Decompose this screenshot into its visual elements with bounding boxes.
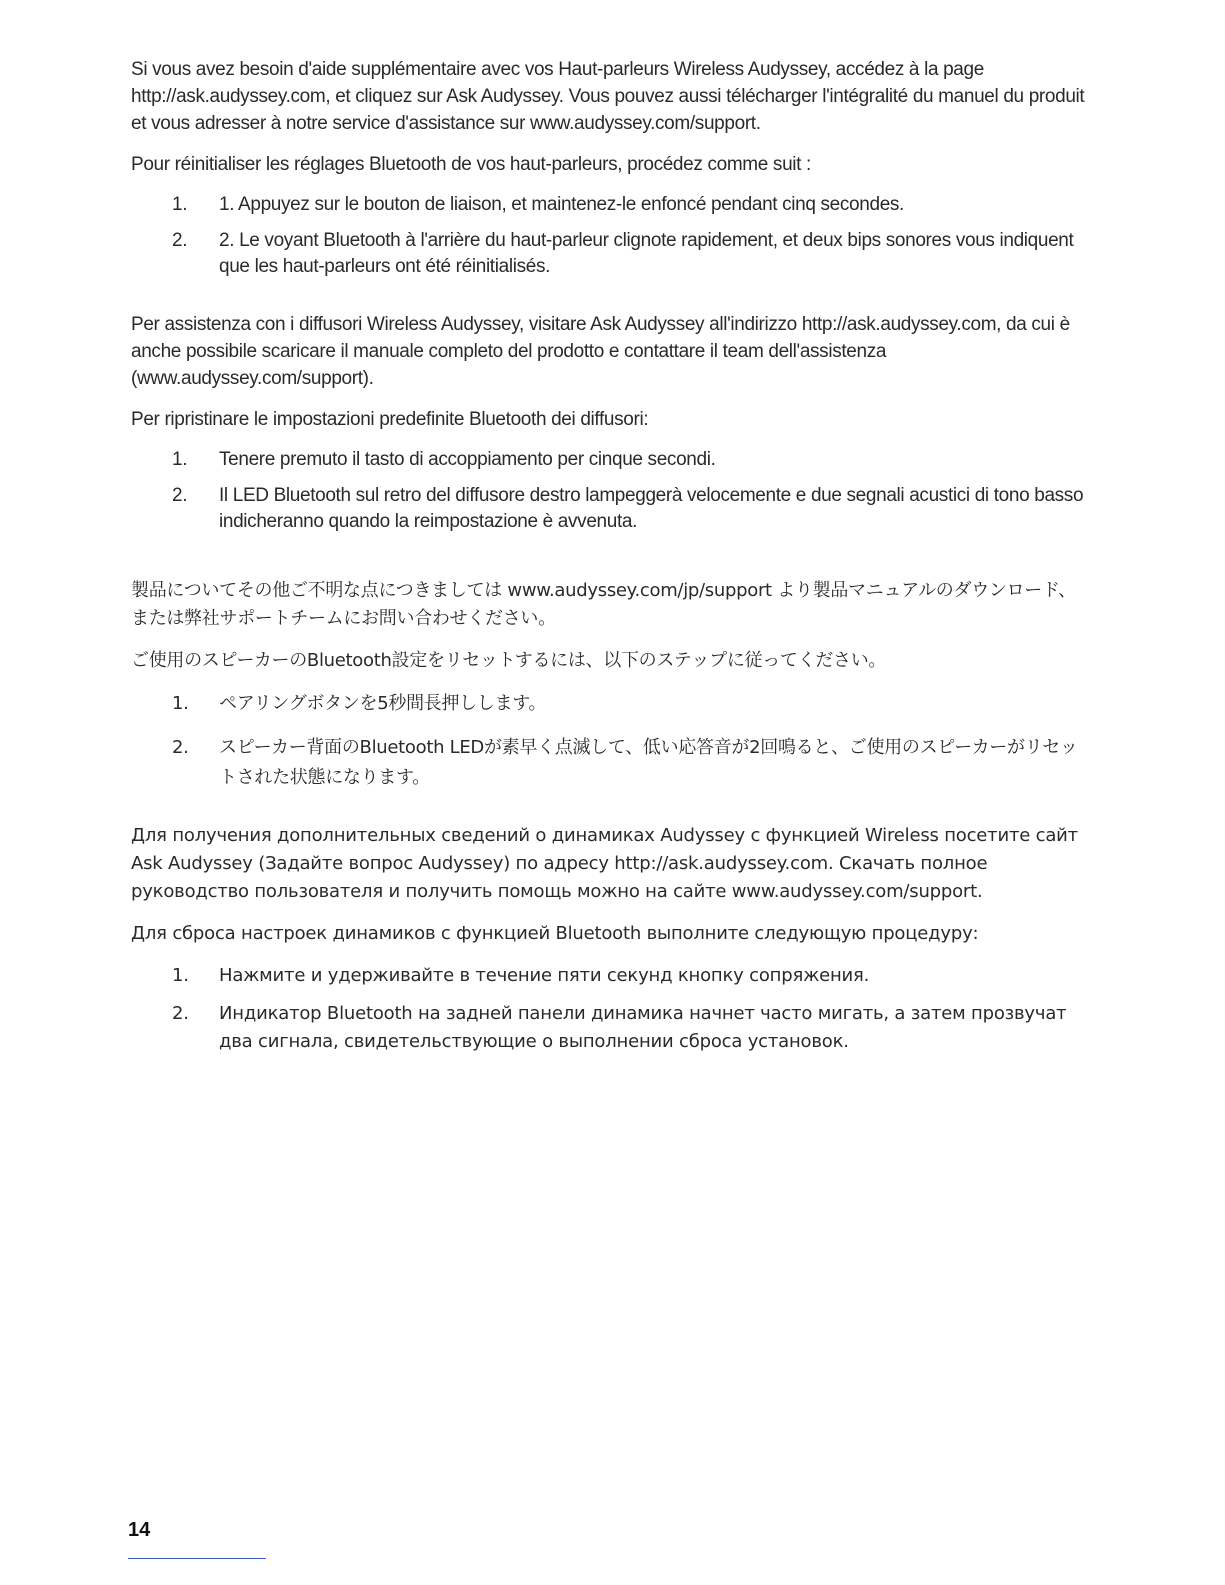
list-item xyxy=(131,962,1091,990)
step-text: 1. Appuyez sur le bouton de liaison, et maintenez-le enfoncé pendant cinq secondes. xyxy=(219,194,904,215)
japanese-section xyxy=(131,577,1091,807)
italian-steps xyxy=(131,447,1091,535)
step-number: 1. xyxy=(172,693,189,714)
step-text: Il LED Bluetooth sul retro del diffusore destro lampeggerà velocemente e due segnali acustici di tono basso indicheranno quando la reimpostazione è avvenuta. xyxy=(219,485,1084,532)
step-text: ペアリングボタンを5秒間長押しします。 xyxy=(219,693,547,714)
japanese-steps xyxy=(131,689,1091,793)
russian-steps xyxy=(131,962,1091,1056)
italian-intro: Per assistenza con i diffusori Wireless Audyssey, visitare Ask Audyssey all'indirizzo http://ask.audyssey.com, da cui è anche possibile scaricare il manuale completo del prodotto e contattare il team dell'assistenza (www.audyssey.com/support). xyxy=(131,314,1070,389)
step-text: Индикатор Bluetooth на задней панели динамика начнет часто мигать, а затем прозвучат два сигнала, свидетельствующие о выполнении сброса установок. xyxy=(219,1003,1067,1052)
step-number: 2. xyxy=(172,230,188,251)
step-text: Tenere premuto il tasto di accoppiamento per cinque secondi. xyxy=(219,449,716,470)
step-number: 1. xyxy=(172,965,189,986)
step-number: 1. xyxy=(172,194,188,215)
step-text: 2. Le voyant Bluetooth à l'arrière du haut-parleur clignote rapidement, et deux bips sonores vous indiquent que les haut-parleurs ont été réinitialisés. xyxy=(219,230,1074,277)
list-item xyxy=(131,733,1091,793)
russian-section xyxy=(131,822,1091,1066)
italian-reset-heading: Per ripristinare le impostazioni predefinite Bluetooth dei diffusori: xyxy=(131,409,649,430)
page-number: 14 xyxy=(128,1519,151,1541)
step-number: 2. xyxy=(172,1003,189,1024)
list-item xyxy=(131,447,1091,473)
step-text: スピーカー背面のBluetooth LEDが素早く点滅して、低い応答音が2回鳴ると、ご使用のスピーカーがリセットされた状態になります。 xyxy=(219,737,1078,788)
list-item xyxy=(131,689,1091,719)
french-reset-heading: Pour réinitialiser les réglages Bluetooth de vos haut-parleurs, procédez comme suit : xyxy=(131,154,811,175)
japanese-intro: 製品についてその他ご不明な点につきましては www.audyssey.com/jp/support より製品マニュアルのダウンロード、または弊社サポートチームにお問い合わせください。 xyxy=(131,580,1076,629)
french-steps xyxy=(131,192,1091,280)
step-number: 2. xyxy=(172,485,188,506)
step-text: Нажмите и удерживайте в течение пяти секунд кнопку сопряжения. xyxy=(219,965,870,986)
list-item xyxy=(131,1000,1091,1056)
japanese-reset-heading: ご使用のスピーカーのBluetooth設定をリセットするには、以下のステップに従ってください。 xyxy=(131,650,887,671)
russian-reset-heading: Для сброса настроек динамиков с функцией Bluetooth выполните следующую процедуру: xyxy=(131,923,979,944)
list-item xyxy=(131,228,1091,280)
italian-section xyxy=(131,311,1091,545)
step-number: 2. xyxy=(172,737,189,758)
french-section xyxy=(131,56,1091,290)
step-number: 1. xyxy=(172,449,188,470)
list-item xyxy=(131,483,1091,535)
french-intro: Si vous avez besoin d'aide supplémentaire avec vos Haut-parleurs Wireless Audyssey, accédez à la page http://ask.audyssey.com, et cliquez sur Ask Audyssey. Vous pouvez aussi télécharger l'intégralité du manuel du produit et vous adresser à notre service d'assistance sur www.audyssey.com/support. xyxy=(131,59,1085,134)
russian-intro: Для получения дополнительных сведений о динамиках Audyssey с функцией Wireless посетите сайт Ask Audyssey (Задайте вопрос Audyssey) по адресу http://ask.audyssey.com. Скачать полное руководство пользователя и получить помощь можно на сайте www.audyssey.com/support. xyxy=(131,825,1078,902)
list-item xyxy=(131,192,1091,218)
footer-rule xyxy=(128,1558,266,1559)
